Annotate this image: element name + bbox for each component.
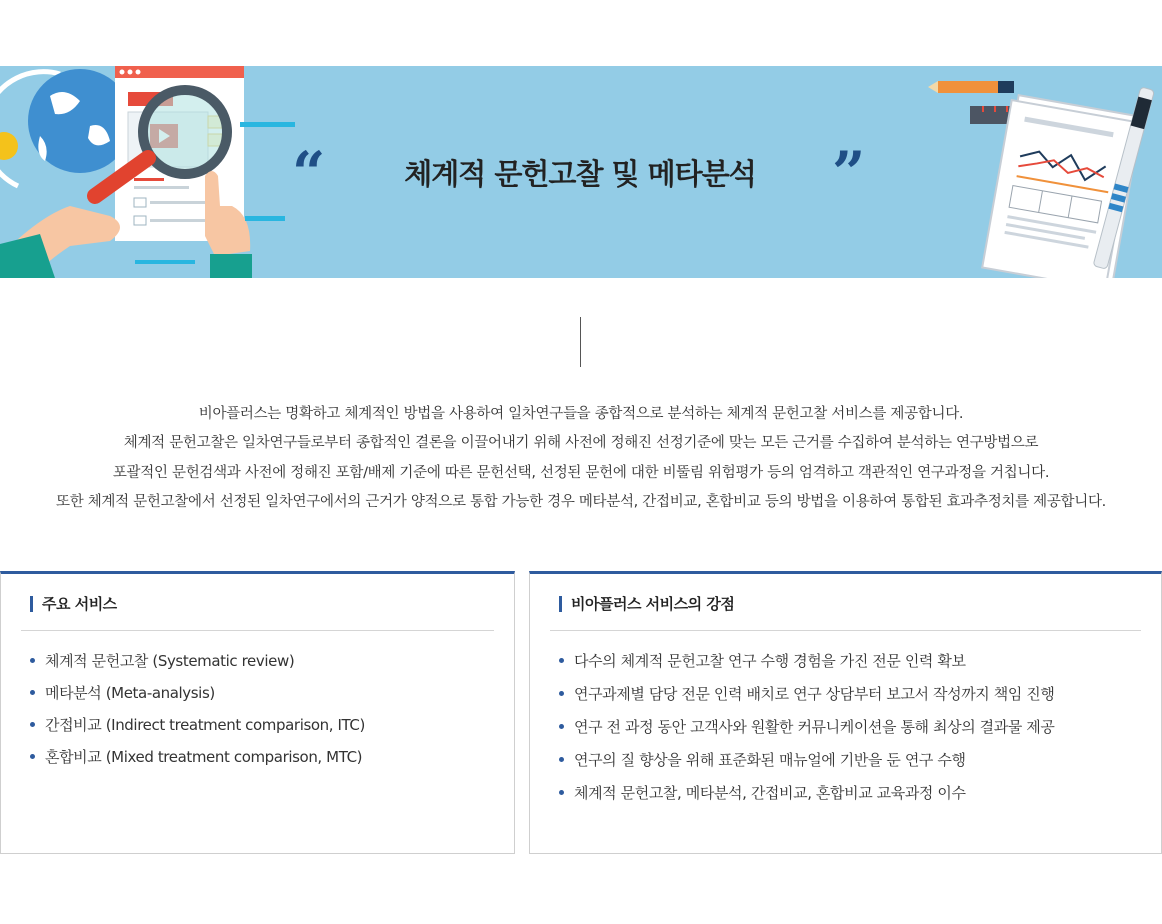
list-item: 연구의 질 향상을 위해 표준화된 매뉴얼에 기반을 둔 연구 수행 [558,749,1054,782]
box-divider [550,630,1141,631]
list-item: 연구 전 과정 동안 고객사와 원활한 커뮤니케이션을 통해 최상의 결과물 제공 [558,716,1054,749]
services-list [29,650,365,778]
strengths-list [558,650,1054,815]
report-illustration-right [922,66,1162,278]
intro-line: 또한 체계적 문헌고찰에서 선정된 일차연구에서의 근거가 양적으로 통합 가능한 경우 메타분석, 간접비교, 혼합비교 등의 방법을 이용하여 통합된 효과추정치를 제공합니다. [56,493,1106,510]
strengths-box [529,571,1162,854]
page-title: 체계적 문헌고찰 및 메타분석 [404,157,756,191]
list-item: 체계적 문헌고찰, 메타분석, 간접비교, 혼합비교 교육과정 이수 [558,782,1054,815]
intro-line: 포괄적인 문헌검색과 사전에 정해진 포함/배제 기준에 따른 문헌선택, 선정된 문헌에 대한 비뚤림 위험평가 등의 엄격하고 객관적인 연구과정을 거칩니다. [112,464,1050,481]
list-item: 체계적 문헌고찰 (Systematic review) [29,650,365,682]
hero-banner [0,66,1162,278]
box-divider [21,630,494,631]
list-item: 간접비교 (Indirect treatment comparison, ITC) [29,714,365,746]
intro-line: 비아플러스는 명확하고 체계적인 방법을 사용하여 일차연구들을 종합적으로 분석하는 체계적 문헌고찰 서비스를 제공합니다. [198,406,964,422]
list-item: 연구과제별 담당 전문 인력 배치로 연구 상담부터 보고서 작성까지 책임 진행 [558,683,1054,716]
vertical-divider [580,317,581,367]
close-quote-mark: ” [832,139,866,207]
magnifier-icon [143,90,227,174]
intro-line: 체계적 문헌고찰은 일차연구들로부터 종합적인 결론을 이끌어내기 위해 사전에 정해진 선정기준에 맞는 모든 근거를 수집하여 분석하는 연구방법으로 [123,435,1039,452]
list-item: 혼합비교 (Mixed treatment comparison, MTC) [29,746,365,778]
main-services-title: 주요 서비스 [30,596,117,612]
strengths-title: 비아플러스 서비스의 강점 [559,596,734,612]
pencil-icon [928,81,938,93]
open-quote-mark: “ [292,139,326,207]
main-services-box [0,571,515,854]
list-item: 다수의 체계적 문헌고찰 연구 수행 경험을 가진 전문 인력 확보 [558,650,1054,683]
research-illustration-left [0,66,300,278]
intro-text [0,400,1162,517]
list-item: 메타분석 (Meta-analysis) [29,682,365,714]
